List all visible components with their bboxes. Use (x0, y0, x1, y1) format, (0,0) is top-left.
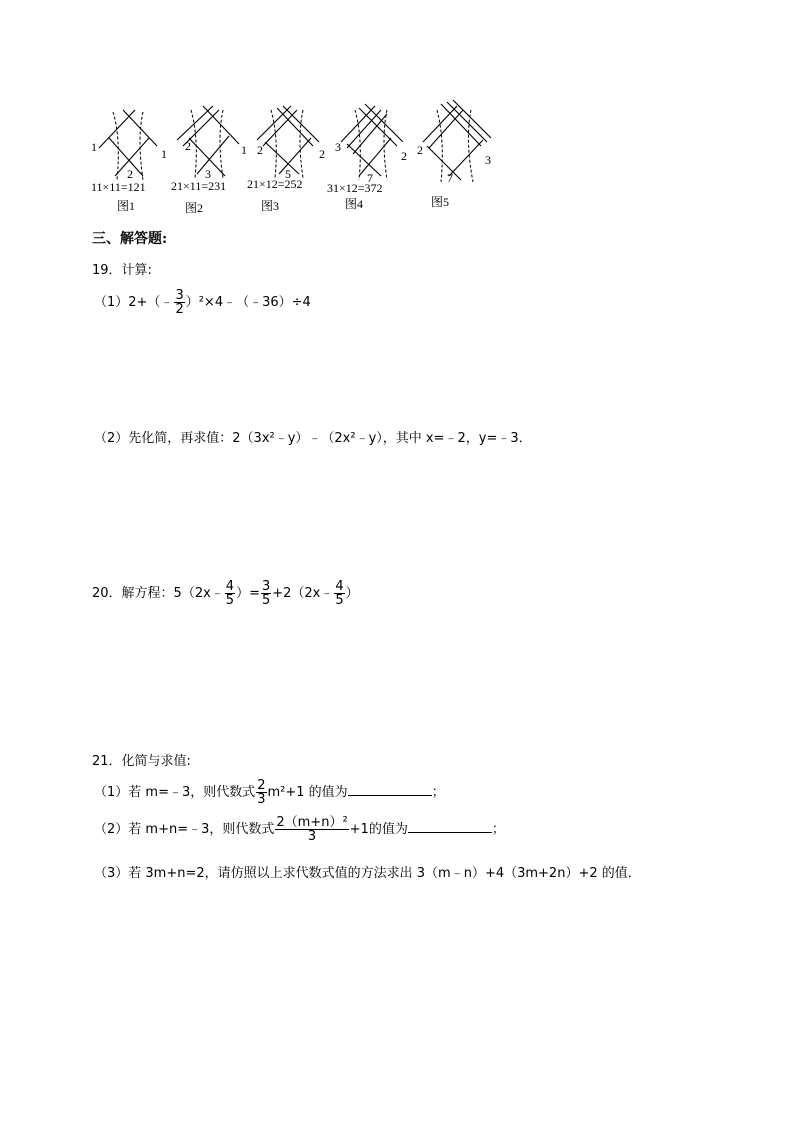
figure-4-left-digit: 3 (335, 140, 341, 154)
q21-part1-prefix: （1）若 m=﹣3，则代数式 (94, 785, 256, 800)
figure-1-caption: 图1 (117, 199, 136, 213)
q20-mid: ）= (236, 586, 260, 601)
figure-2-bottom-digit: 3 (205, 167, 211, 181)
q20-equation (92, 580, 359, 607)
multiplication-line-figures (85, 98, 505, 216)
q19-part2: （2）先化简，再求值：2（3x²﹣y）﹣（2x²﹣y），其中 x=﹣2，y=﹣3． (94, 431, 532, 446)
q21-part2-suffix: +1的值为 (349, 822, 408, 837)
q21-part1-fraction (256, 779, 266, 806)
figure-5-caption: 图5 (431, 195, 450, 209)
figure-2 (171, 106, 247, 215)
q21-part1-answer-blank[interactable] (348, 783, 432, 796)
figure-3-left-digit: 2 (257, 143, 263, 157)
q19-part1-fraction-numerator: 3 (175, 288, 184, 303)
q20-fraction-2-denominator: 5 (261, 593, 271, 608)
q20-suffix: ） (345, 586, 359, 601)
section-heading: 三、解答题: (92, 231, 168, 247)
q19-part1 (94, 289, 311, 316)
figure-3-caption: 图3 (261, 199, 280, 213)
q19-part1-fraction-denominator: 2 (175, 302, 184, 317)
q21-part2-end: ； (491, 822, 505, 837)
figure-3 (247, 106, 325, 213)
figure-1-left-digit: 1 (91, 140, 97, 154)
q21-part2-fraction-denominator: 3 (307, 829, 317, 844)
figure-1-bottom-digit: 2 (127, 167, 133, 181)
figure-2-equation: 21×11=231 (171, 179, 227, 193)
figure-4-equation: 31×12=372 (327, 181, 383, 195)
figure-4-bottom-digit: 7 (367, 171, 373, 185)
q19-part1-suffix: ）²×4﹣（﹣36）÷4 (185, 295, 311, 310)
q21-part1-fraction-numerator: 2 (257, 778, 266, 793)
q21-title: 21．化简与求值: (92, 754, 191, 769)
q20-fraction-3 (334, 580, 344, 607)
q20-prefix: 20．解方程：5（2x﹣ (92, 586, 224, 601)
figure-4 (327, 104, 407, 211)
q21-part2-fraction (275, 816, 348, 843)
q21-part2 (94, 816, 505, 843)
figure-5-bottom-digit: 7 (447, 171, 453, 185)
q21-part1-suffix: m²+1 的值为 (267, 785, 348, 800)
figure-5-right-digit: 3 (485, 153, 491, 167)
q20-fraction-3-denominator: 5 (335, 593, 344, 608)
figure-3-right-digit: 2 (319, 147, 325, 161)
q20-fraction-1 (225, 580, 235, 607)
q19-part1-prefix: （1）2+（﹣ (94, 295, 174, 310)
q21-part1 (94, 779, 445, 806)
q21-part1-fraction-denominator: 3 (257, 792, 266, 807)
q20-fraction-2 (261, 580, 271, 607)
q21-part2-prefix: （2）若 m+n=﹣3，则代数式 (94, 822, 275, 837)
q20-mid2: +2（2x﹣ (272, 586, 334, 601)
q19-part1-fraction (174, 289, 184, 316)
figure-2-left-digit: 2 (185, 139, 191, 153)
q21-part3: （3）若 3m+n=2，请仿照以上求代数式值的方法求出 3（m﹣n）+4（3m+2n）+2 的值． (94, 866, 641, 881)
figure-2-right-digit: 1 (241, 143, 247, 157)
q20-fraction-2-numerator: 3 (261, 579, 271, 594)
figure-3-bottom-digit: 5 (285, 167, 291, 181)
q19-title: 19．计算: (92, 263, 152, 278)
figure-5 (417, 100, 491, 209)
figure-4-right-digit: 2 (401, 149, 407, 163)
q20-fraction-3-numerator: 4 (335, 579, 344, 594)
q20-fraction-1-denominator: 5 (225, 593, 235, 608)
q20-fraction-1-numerator: 4 (225, 579, 235, 594)
figure-4-caption: 图4 (345, 197, 364, 211)
figure-3-equation: 21×12=252 (247, 177, 303, 191)
q21-part1-end: ； (431, 785, 445, 800)
figure-1-equation: 11×11=121 (91, 180, 146, 194)
figure-5-left-digit: 2 (417, 143, 423, 157)
q21-part2-answer-blank[interactable] (408, 820, 492, 833)
figure-2-caption: 图2 (185, 201, 204, 215)
q21-part2-fraction-numerator: 2（m+n）² (276, 815, 348, 830)
figure-1 (91, 110, 167, 213)
figure-1-right-digit: 1 (161, 147, 167, 161)
